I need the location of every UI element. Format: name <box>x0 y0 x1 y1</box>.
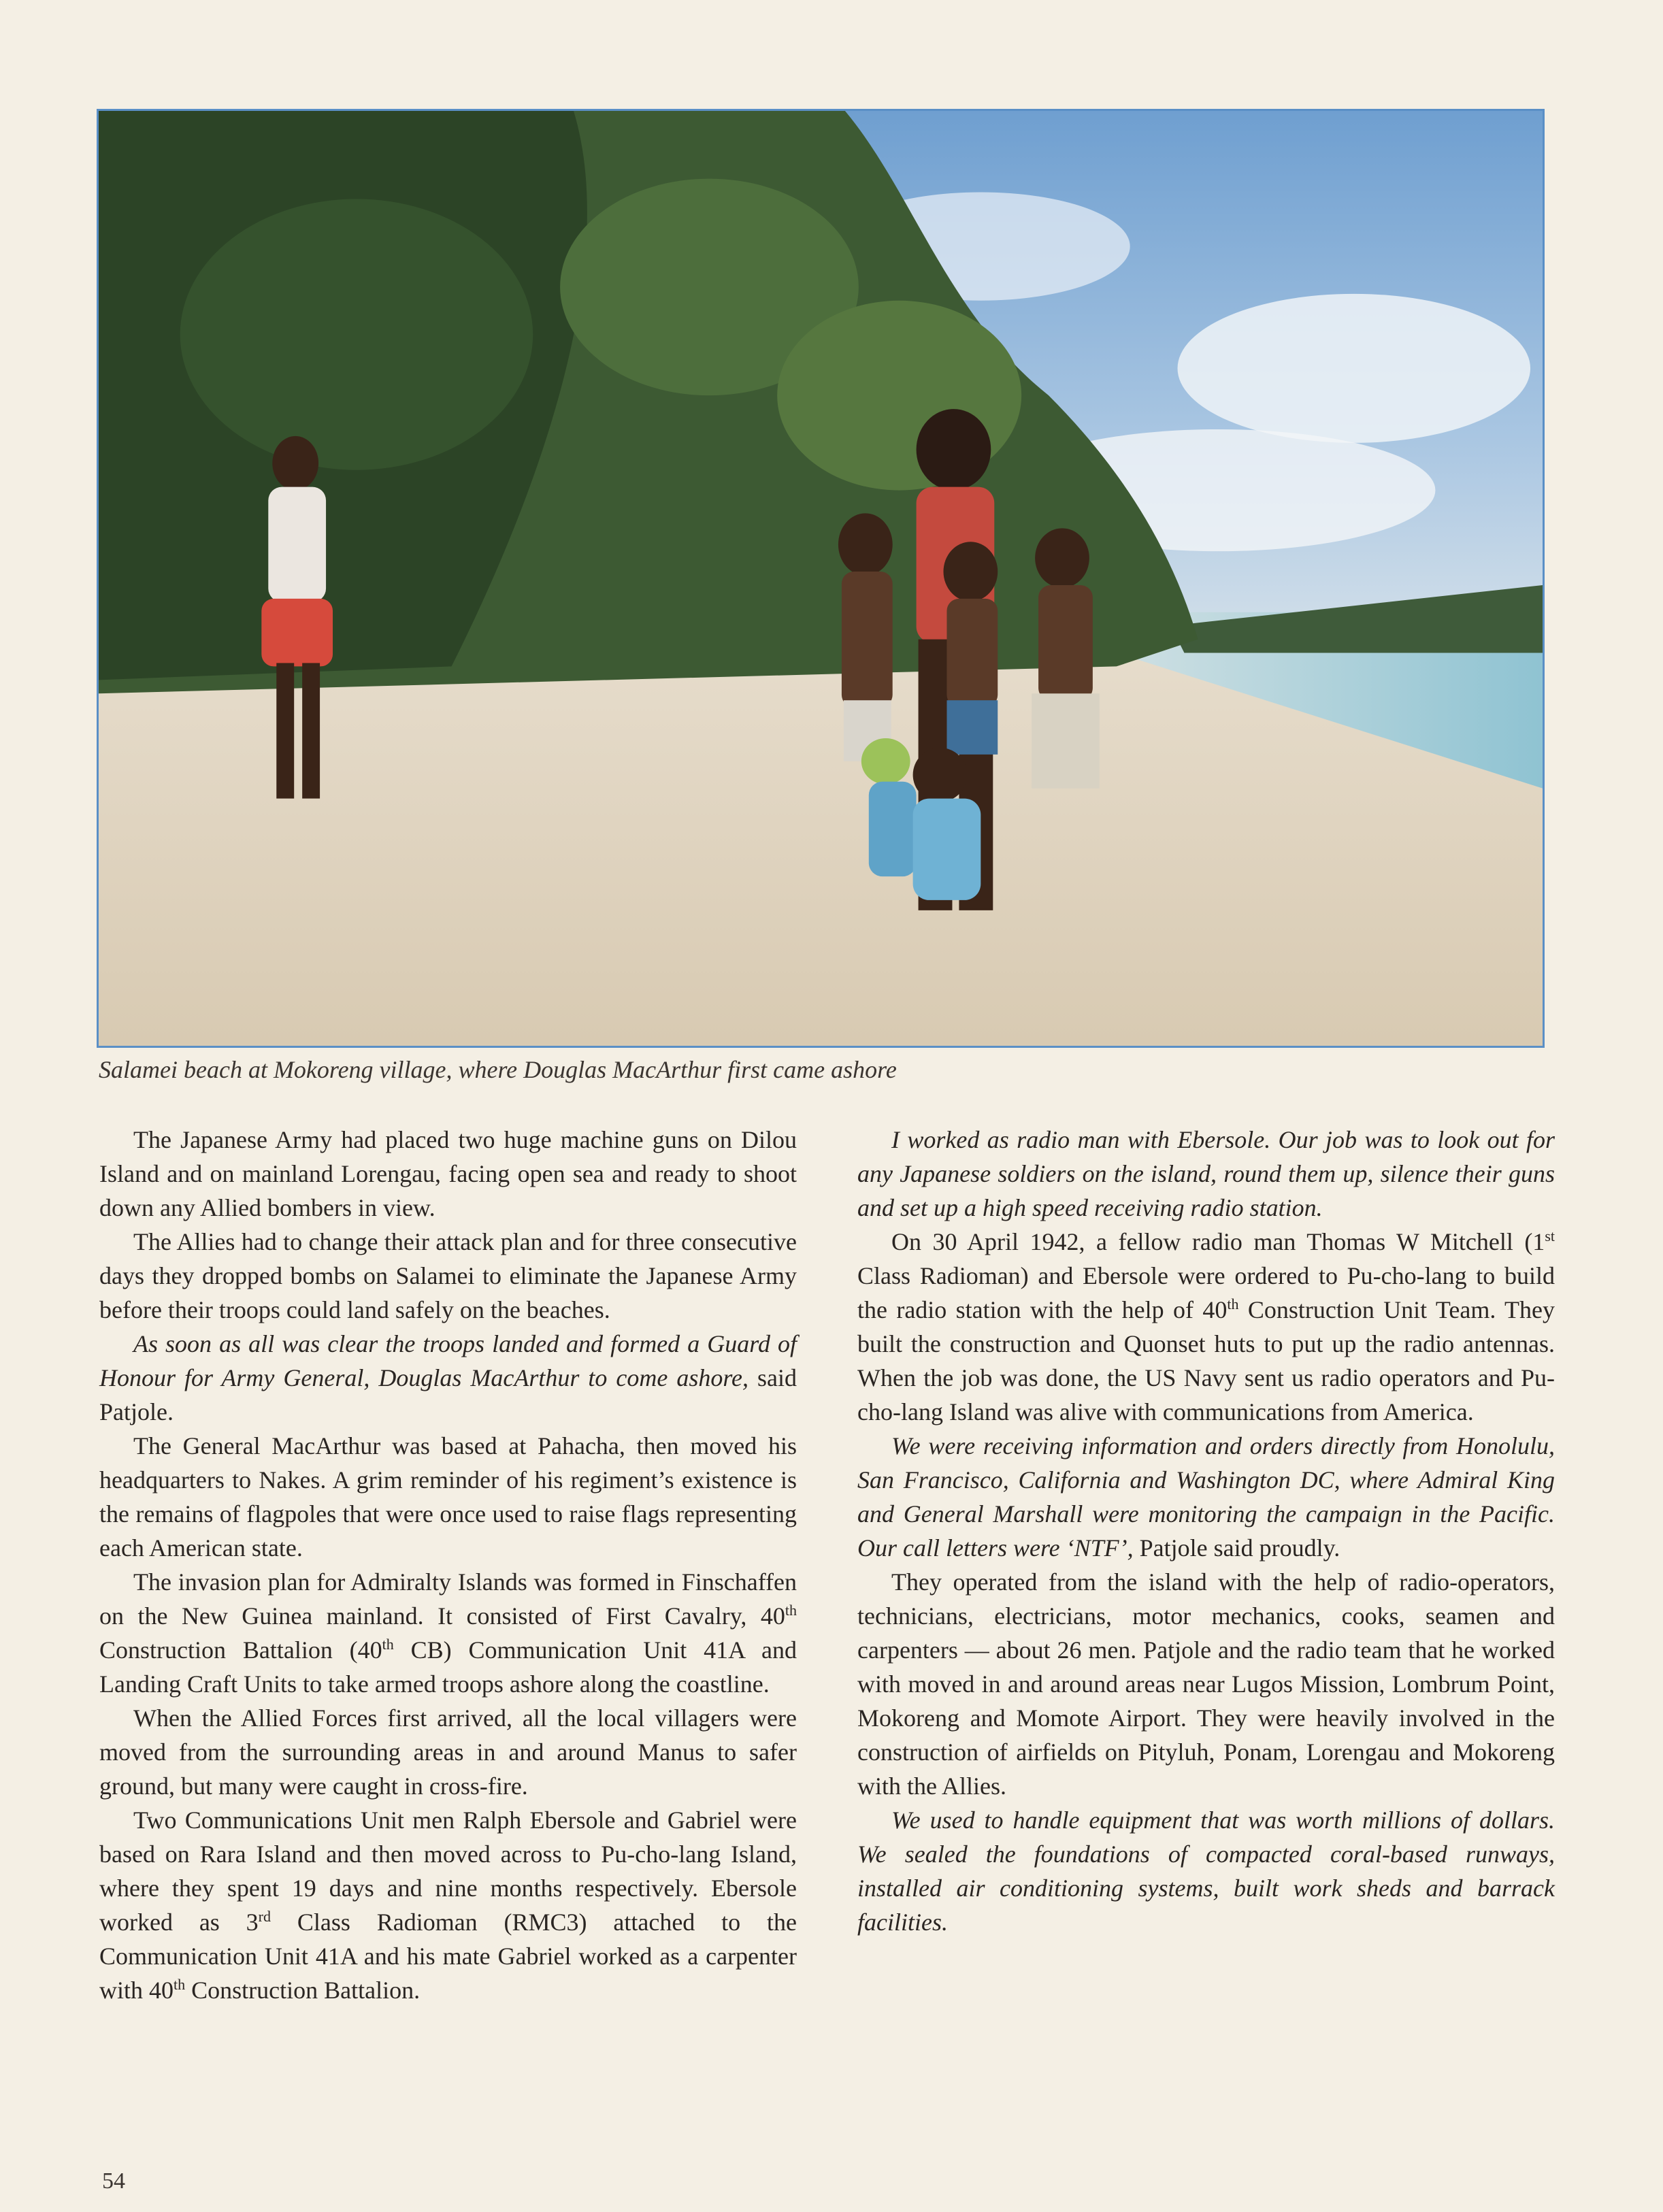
photo-caption: Salamei beach at Mokoreng village, where Douglas MacArthur first came ashore <box>99 1056 897 1083</box>
text-run: Two Communications Unit men Ralph Ebersole and Gabriel were based on Rara Island and then moved across to Pu-cho-lang Island, where they spent 19 days and nine months respectively. Ebersole worked as 3 <box>99 1806 797 1936</box>
text-run: On 30 April 1942, a fellow radio man Thomas W Mitchell (1 <box>891 1228 1545 1255</box>
beach-photo <box>97 109 1545 1048</box>
article-column-left <box>99 1123 797 2007</box>
page-number: 54 <box>102 2168 125 2194</box>
ordinal-suffix: st <box>1545 1227 1555 1244</box>
text-run: When the Allied Forces first arrived, all the local villagers were moved from the surrounding areas in and around Manus to safer ground, but many were caught in cross-fire. <box>99 1704 797 1800</box>
article-paragraph <box>99 1327 797 1429</box>
text-run: Construction Battalion (40 <box>99 1636 382 1664</box>
beach-photo-illustration <box>99 111 1543 1046</box>
text-run: CB) Communication Unit 41A and Landing Craft Units to take armed troops ashore along the coastline. <box>99 1636 797 1698</box>
text-run: said Patjole. <box>99 1364 797 1425</box>
ordinal-suffix: th <box>174 1976 186 1993</box>
article-paragraph <box>99 1123 797 1225</box>
cloud <box>1178 294 1531 443</box>
text-run: Construction Unit Team. They built the construction and Quonset huts to put up the radio antennas. When the job was done, the US Navy sent us radio operators and Pu-cho-lang Island was alive with communications from America. <box>857 1296 1555 1425</box>
text-run: As soon as all was clear the troops landed and formed a Guard of Honour for Army General, Douglas MacArthur to come ashore, <box>99 1330 797 1391</box>
text-run: I worked as radio man with Ebersole. Our job was to look out for any Japanese soldiers on the island, round them up, silence their guns and set up a high speed receiving radio station. <box>857 1126 1555 1221</box>
text-run: Class Radioman) and Ebersole were ordered to Pu-cho-lang to build the radio station with the help of 40 <box>857 1262 1555 1323</box>
text-run: They operated from the island with the help of radio-operators, technicians, electricians, motor mechanics, cooks, seamen and carpenters — about 26 men. Patjole and the radio team that he worked with moved in and around areas near Lugos Mission, Lombrum Point, Mokoreng and Momote Airport. They were heavily involved in the construction of airfields on Pityluh, Ponam, Lorengau and Mokoreng with the Allies. <box>857 1568 1555 1800</box>
article-paragraph <box>857 1123 1555 1225</box>
text-run: The General MacArthur was based at Pahacha, then moved his headquarters to Nakes. A grim reminder of his regiment’s existence is the remains of flagpoles that were once used to raise flags representing each American state. <box>99 1432 797 1562</box>
article-paragraph <box>99 1565 797 1701</box>
article-paragraph <box>857 1429 1555 1565</box>
text-run: The Allies had to change their attack plan and for three consecutive days they dropped bombs on Salamei to eliminate the Japanese Army before their troops could land safely on the beaches. <box>99 1228 797 1323</box>
ordinal-suffix: th <box>382 1636 394 1653</box>
text-run: Patjole said proudly. <box>1133 1534 1340 1562</box>
ordinal-suffix: th <box>1227 1295 1239 1313</box>
text-run: The invasion plan for Admiralty Islands was formed in Finschaffen on the New Guinea mainland. It consisted of First Cavalry, 40 <box>99 1568 797 1630</box>
article-paragraph <box>99 1701 797 1803</box>
article-paragraph <box>857 1565 1555 1803</box>
article-paragraph <box>99 1225 797 1327</box>
article-paragraph <box>857 1803 1555 1939</box>
text-run: Construction Battalion. <box>185 1977 421 2004</box>
ordinal-suffix: rd <box>258 1908 271 1925</box>
article-paragraph <box>99 1429 797 1565</box>
article-column-right <box>857 1123 1555 1939</box>
text-run: The Japanese Army had placed two huge machine guns on Dilou Island and on mainland Lorengau, facing open sea and ready to shoot down any Allied bombers in view. <box>99 1126 797 1221</box>
article-paragraph <box>857 1225 1555 1429</box>
text-run: We were receiving information and orders directly from Honolulu, San Francisco, California and Washington DC, where Admiral King and General Marshall were monitoring the campaign in the Pacific. Our call letters were ‘NTF’, <box>857 1432 1555 1562</box>
text-run: We used to handle equipment that was worth millions of dollars. We sealed the foundations of compacted coral-based runways, installed air conditioning systems, built work sheds and barrack facilities. <box>857 1806 1555 1936</box>
ordinal-suffix: th <box>785 1602 797 1619</box>
article-paragraph <box>99 1803 797 2007</box>
foliage <box>180 199 533 469</box>
text-run: Class Radioman (RMC3) attached to the Communication Unit 41A and his mate Gabriel worked as a carpenter with 40 <box>99 1909 797 2004</box>
